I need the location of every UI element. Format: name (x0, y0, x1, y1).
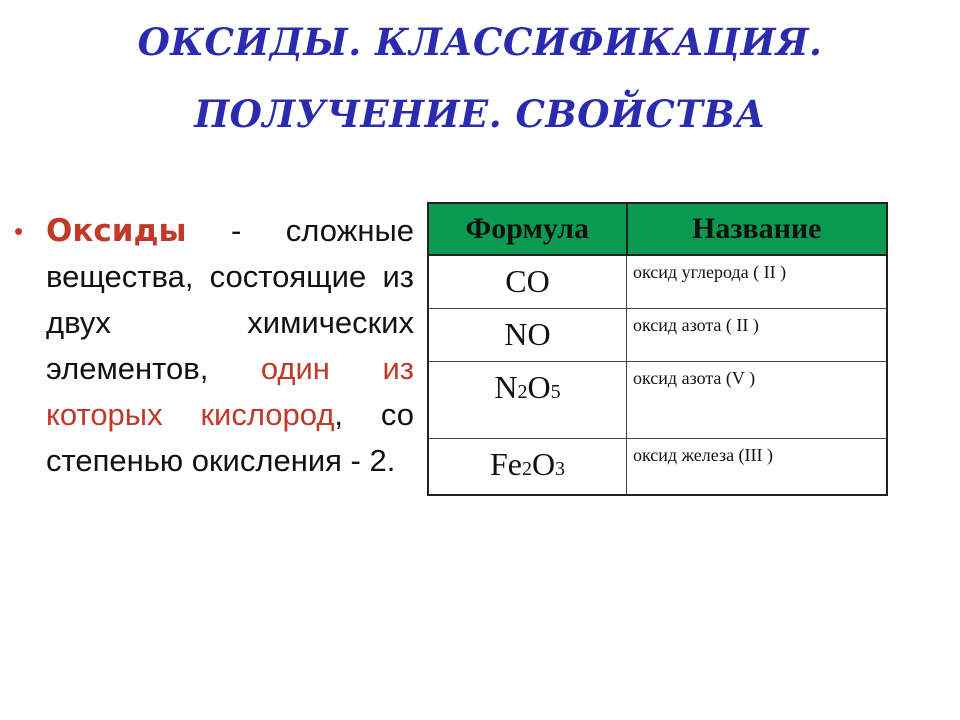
definition-highlight: один из которых кислород (46, 351, 414, 432)
name-column-header: Название (627, 203, 888, 255)
formula-element: O (527, 369, 551, 405)
formula-cell (428, 362, 627, 439)
table-header-row (428, 203, 887, 255)
formula-cell (428, 439, 627, 496)
definition-text (46, 208, 414, 484)
table-row (428, 362, 887, 439)
definition-ending: , со степенью окисления - 2. (46, 397, 414, 478)
bullet-icon: • (14, 216, 24, 246)
formula-element: Fe (489, 446, 522, 482)
name-cell: оксид железа (III ) (627, 439, 888, 496)
name-cell: оксид азота ( II ) (627, 309, 888, 362)
formula-cell (428, 255, 627, 309)
formula-subscript: 3 (555, 458, 566, 480)
oxides-table (427, 202, 888, 496)
formula-subscript: 5 (550, 381, 561, 403)
name-cell: оксид азота (V ) (627, 362, 888, 439)
formula-subscript: 2 (521, 458, 532, 480)
definition-body: - сложные вещества, состоящие из двух химических элементов, (46, 213, 414, 386)
definition-paragraph (14, 208, 414, 484)
formula-text: CO (505, 263, 550, 299)
definition-term: Оксиды (46, 213, 187, 249)
formula-element: N (494, 369, 518, 405)
name-cell: оксид углерода ( II ) (627, 255, 888, 309)
formula-text: NO (504, 316, 551, 352)
slide-title-line-1: ОКСИДЫ. КЛАССИФИКАЦИЯ. (137, 20, 823, 64)
table-row (428, 255, 887, 309)
formula-column-header: Формула (428, 203, 627, 255)
formula-element: O (531, 446, 556, 482)
table-row (428, 439, 887, 496)
formula-cell (428, 309, 627, 362)
slide-title-line-2: ПОЛУЧЕНИЕ. СВОЙСТВА (194, 92, 766, 136)
table-row (428, 309, 887, 362)
formula-subscript: 2 (517, 381, 528, 403)
